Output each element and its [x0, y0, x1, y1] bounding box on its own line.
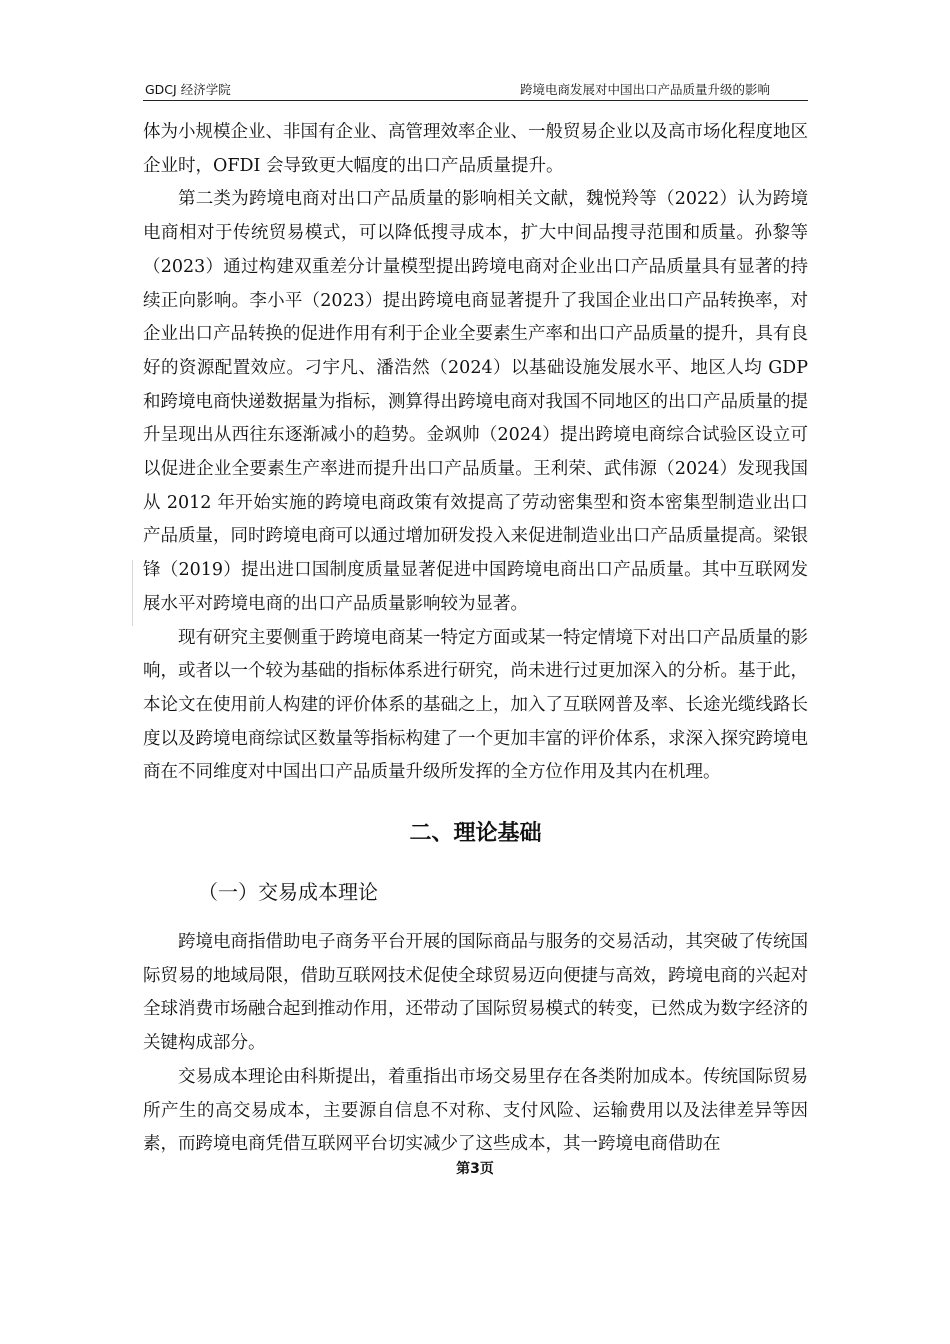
header-title: 跨境电商发展对中国出口产品质量升级的影响 [519, 82, 770, 97]
paragraph: 体为小规模企业、非国有企业、高管理效率企业、一般贸易企业以及高市场化程度地区企业时，OFDI 会导致更大幅度的出口产品质量提升。 [143, 122, 808, 176]
subsection-heading: （一）交易成本理论 [198, 880, 378, 905]
paragraph: 第二类为跨境电商对出口产品质量的影响相关文献，魏悦羚等（2022）认为跨境电商相对于传统贸易模式，可以降低搜寻成本，扩大中间品搜寻范围和质量。孙黎等（2023）通过构建双重差分计量模型提出跨境电商对企业出口产品质量具有显著的持续正向影响。李小平（2023）提出跨境电商显著提升了我国企业出口产品转换率，对企业出口产品转换的促进作用有利于企业全要素生产率和出口产品质量的提升，具有良好的资源配置效应。刁宇凡、潘浩然（2024）以基础设施发展水平、地区人均 GDP 和跨境电商快递数据量为指标，测算得出跨境电商对我国不同地区的出口产品质量的提升呈现出从西往东逐渐减小的趋势。金飒帅（2024）提出跨境电商综合试验区设立可以促进企业全要素生产率进而提升出口产品质量。王利荣、武伟源（2024）发现我国从 2012 年开始实施的跨境电商政策有效提高了劳动密集型和资本密集型制造业出口产品质量，同时跨境电商可以通过增加研发投入来促进制造业出口产品质量提高。梁银锋（2019）提出进口国制度质量显著促进中国跨境电商出口产品质量。其中互联网发展水平对跨境电商的出口产品质量影响较为显著。 [143, 189, 808, 614]
paragraph: 交易成本理论由科斯提出，着重指出市场交易里存在各类附加成本。传统国际贸易所产生的高交易成本，主要源自信息不对称、支付风险、运输费用以及法律差异等因素，而跨境电商凭借互联网平台切实减少了这些成本，其一跨境电商借助在 [143, 1066, 808, 1155]
section-heading: 二、理论基础 [409, 821, 542, 847]
paragraph: 现有研究主要侧重于跨境电商某一特定方面或某一特定情境下对出口产品质量的影响，或者以一个较为基础的指标体系进行研究，尚未进行过更加深入的分析。基于此，本论文在使用前人构建的评价体系的基础之上，加入了互联网普及率、长途光缆线路长度以及跨境电商综试区数量等指标构建了一个更加丰富的评价体系，求深入探究跨境电商在不同维度对中国出口产品质量升级所发挥的全方位作用及其内在机理。 [143, 627, 808, 783]
document-body [143, 116, 808, 1162]
paragraph: 跨境电商指借助电子商务平台开展的国际商品与服务的交易活动，其突破了传统国际贸易的地域局限，借助互联网技术促使全球贸易迈向便捷与高效，跨境电商的兴起对全球消费市场融合起到推动作用，还带动了国际贸易模式的转变，已然成为数字经济的关键构成部分。 [143, 932, 808, 1054]
margin-change-bar [132, 560, 133, 626]
page-header [143, 78, 808, 101]
header-institution: GDCJ 经济学院 [145, 82, 231, 97]
page-number: 第3页 [456, 1161, 494, 1177]
